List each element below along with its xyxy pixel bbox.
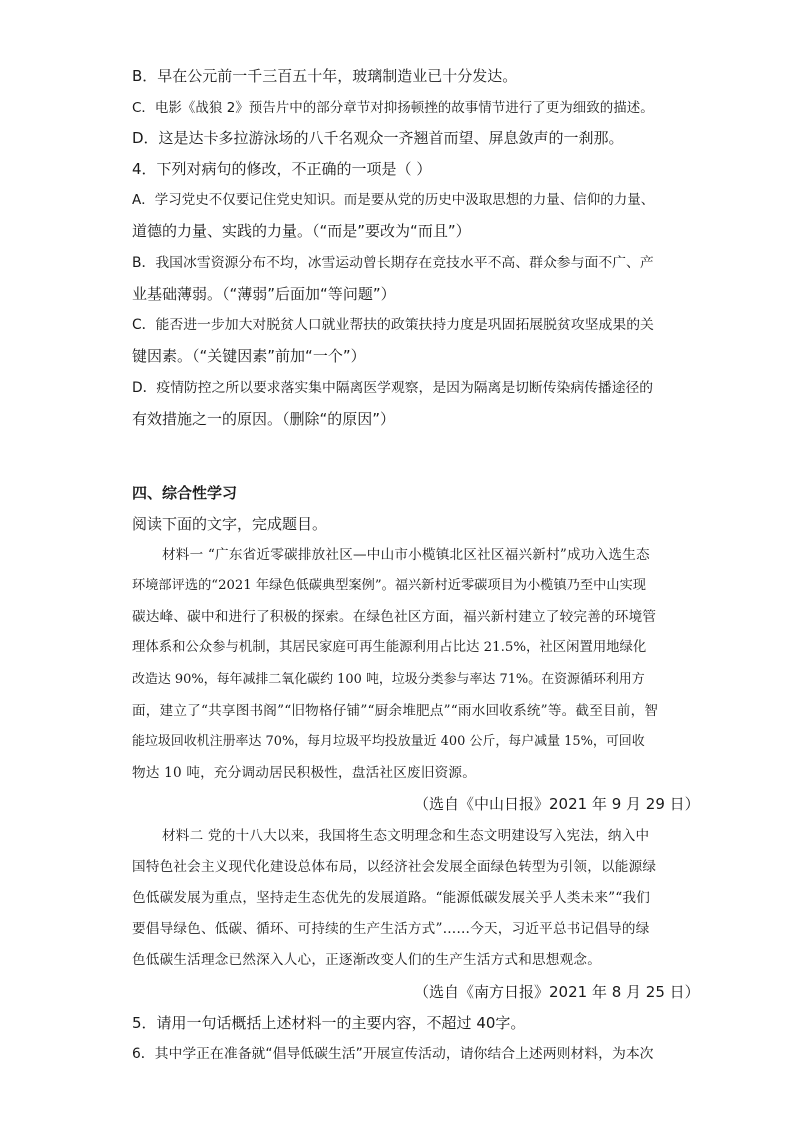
material2-line: 材料二 党的十八大以来，我国将生态文明理念和生态文明建设写入宪法，纳入中 [162,828,650,844]
question-5: 5．请用一句话概括上述材料一的主要内容，不超过 40字。 [132,1014,526,1032]
q4-stem: 4．下列对病句的修改，不正确的一项是（ ） [132,160,432,178]
section-heading: 四、综合性学习 [132,484,238,502]
q4-option-d-line1: D．疫情防控之所以要求落实集中隔离医学观察，是因为隔离是切断传染病传播途径的 [132,380,654,396]
material1-line: 碳达峰、碳中和进行了积极的探索。在绿色社区方面，福兴新村建立了较完善的环境管 [132,609,657,625]
q3-option-d: D．这是达卡多拉游泳场的八千名观众一齐翘首而望、屏息敛声的一刹那。 [132,129,624,147]
material2-line: 国特色社会主义现代化建设总体布局，以经济社会发展全面绿色转型为引领，以能源绿 [132,859,657,875]
q4-option-a-line2: 道德的力量、实践的力量。（“而是”要改为“而且”） [132,222,471,240]
q4-option-a-line1: A．学习党史不仅要记住党史知识。而是要从党的历史中汲取思想的力量、信仰的力量、 [132,192,655,208]
q3-option-c: C．电影《战狼 2》预告片中的部分章节对抑扬顿挫的故事情节进行了更为细致的描述。 [132,100,654,116]
q4-option-b-line1: B．我国冰雪资源分布不均，冰雪运动曾长期存在竞技水平不高、群众参与面不广、产 [132,255,654,271]
material1-line: 物达 10 吨，充分调动居民积极性，盘活社区废旧资源。 [132,765,476,781]
material1-line: 面，建立了“共享图书阁”“旧物格仔铺”“厨余堆肥点”“雨水回收系统”等。截至目前，智 [132,703,659,719]
q4-option-b-line2: 业基础薄弱。（“薄弱”后面加“等问题”） [132,285,396,303]
q4-option-c-line2: 键因素。（“关键因素”前加“一个”） [132,347,366,365]
material1-line: 理体系和公众参与机制，其居民家庭可再生能源利用占比达 21.5%，社区闲置用地绿化 [132,640,647,655]
material2-line: 色低碳生活理念已然深入人心，正逐渐改变人们的生产生活方式和思想观念。 [132,952,601,968]
material1-line: 改造达 90%，每年减排二氧化碳约 100 吨，垃圾分类参与率达 71%。在资源循环利用方 [132,672,645,687]
material1-line: 材料一 “广东省近零碳排放社区—中山市小榄镇北区社区福兴新村”成功入选生态 [162,547,650,563]
q4-option-d-line2: 有效措施之一的原因。（删除“的原因”） [132,410,396,428]
q3-option-b: B．早在公元前一千三百五十年，玻璃制造业已十分发达。 [132,67,518,85]
material1-line: 能垃圾回收机注册率达 70%，每月垃圾平均投放量近 400 公斤，每户减量 15%，可回收 [132,734,645,749]
material1-line: 环境部评选的“2021 年绿色低碳典型案例”。福兴新村近零碳项目为小榄镇乃至中山实现 [132,578,647,593]
section-instruction: 阅读下面的文字，完成题目。 [132,515,328,533]
q4-option-c-line1: C．能否进一步加大对脱贫人口就业帮扶的政策扶持力度是巩固拓展脱贫攻坚成果的关 [132,317,654,333]
material2-line: 色低碳发展为重点，坚持走生态优先的发展道路。“能源低碳发展关乎人类未来”“我们 [132,890,651,906]
material1-source: （选自《中山日报》2021 年 9 月 29 日） [414,795,700,813]
material2-line: 要倡导绿色、低碳、循环、可持续的生产生活方式”……今天，习近平总书记倡导的绿 [132,921,650,937]
question-6: 6．其中学正在准备就“倡导低碳生活”开展宣传活动，请你结合上述两则材料，为本次 [132,1046,654,1062]
material2-source: （选自《南方日报》2021 年 8 月 25 日） [414,983,700,1001]
